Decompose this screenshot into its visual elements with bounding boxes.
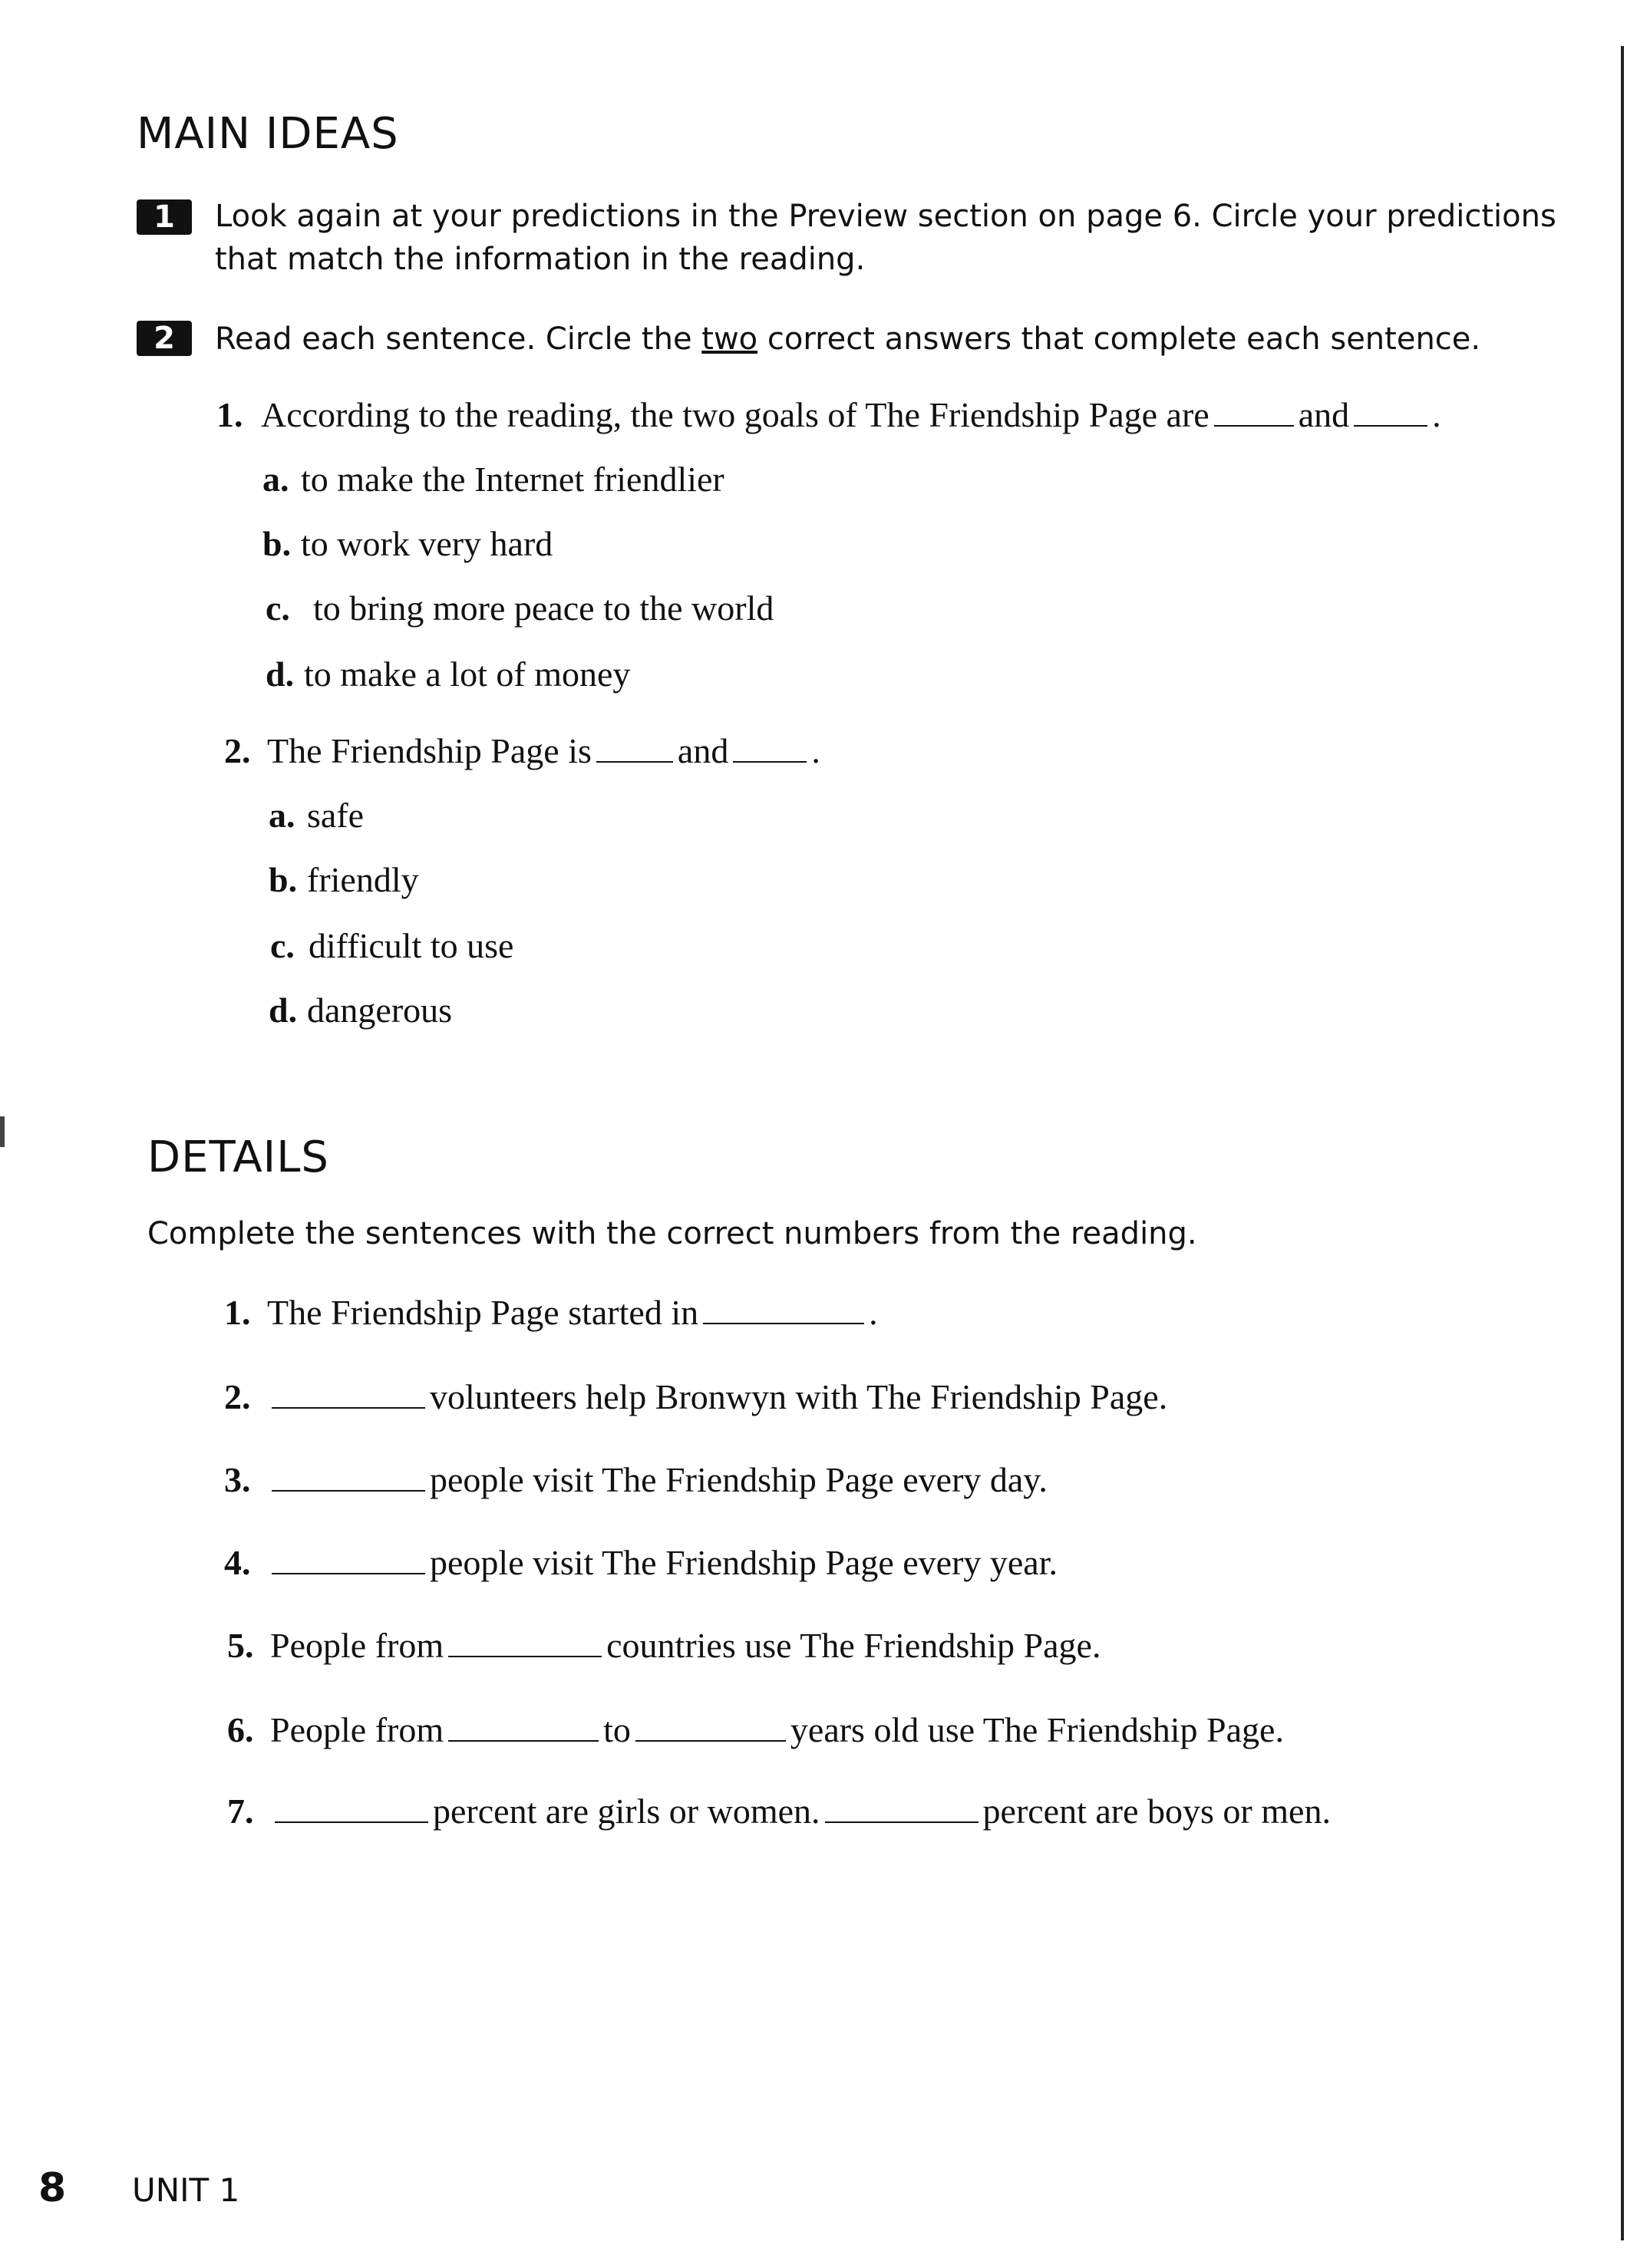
question-2: 2. The Friendship Page is and . bbox=[224, 731, 820, 770]
q1-option-a[interactable]: a. to make the Internet friendlier bbox=[262, 460, 724, 499]
answer-blank[interactable] bbox=[635, 1739, 786, 1742]
details-heading: DETAILS bbox=[147, 1132, 329, 1182]
page-number: 8 bbox=[38, 2165, 67, 2211]
detail-item-1: 1. The Friendship Page started in . bbox=[224, 1293, 878, 1332]
q1-option-c[interactable]: c. to bring more peace to the world bbox=[266, 588, 774, 628]
answer-blank[interactable] bbox=[825, 1821, 979, 1823]
answer-blank[interactable] bbox=[448, 1739, 599, 1742]
exercise-1-badge: 1 bbox=[137, 199, 192, 235]
detail-item-3: 3. people visit The Friendship Page every day. bbox=[224, 1460, 1048, 1499]
details-instruction: Complete the sentences with the correct numbers from the reading. bbox=[147, 1216, 1197, 1251]
scan-edge-mark bbox=[0, 1116, 5, 1147]
answer-blank[interactable] bbox=[1214, 424, 1294, 427]
detail-item-2: 2. volunteers help Bronwyn with The Friendship Page. bbox=[224, 1377, 1168, 1416]
q1-option-d[interactable]: d. to make a lot of money bbox=[266, 654, 631, 694]
main-ideas-heading: MAIN IDEAS bbox=[137, 109, 399, 159]
answer-blank[interactable] bbox=[733, 760, 807, 763]
q2-option-a[interactable]: a. safe bbox=[269, 796, 365, 835]
detail-item-7: 7. percent are girls or women. percent are boys or men. bbox=[227, 1792, 1331, 1831]
exercise-1-instruction bbox=[215, 195, 1556, 281]
answer-blank[interactable] bbox=[275, 1821, 428, 1823]
exercise-2-badge: 2 bbox=[137, 321, 192, 356]
answer-blank[interactable] bbox=[272, 1489, 425, 1492]
exercise-2-instruction: Read each sentence. Circle the two correct answers that complete each sentence. bbox=[215, 321, 1481, 357]
answer-blank[interactable] bbox=[1354, 424, 1427, 427]
answer-blank[interactable] bbox=[448, 1655, 602, 1657]
detail-item-5: 5. People from countries use The Friendship Page. bbox=[227, 1626, 1101, 1665]
answer-blank[interactable] bbox=[703, 1322, 864, 1324]
exercise-1-line-1: Look again at your predictions in the Preview section on page 6. Circle your predictions bbox=[215, 199, 1556, 234]
question-1: 1. According to the reading, the two goals of The Friendship Page are and . bbox=[216, 395, 1441, 434]
q2-option-b[interactable]: b. friendly bbox=[269, 860, 419, 899]
answer-blank[interactable] bbox=[272, 1406, 425, 1409]
answer-blank[interactable] bbox=[272, 1572, 425, 1574]
unit-label: UNIT 1 bbox=[132, 2171, 240, 2209]
q2-option-d[interactable]: d. dangerous bbox=[269, 991, 453, 1030]
answer-blank[interactable] bbox=[596, 760, 673, 763]
q2-option-c[interactable]: c. difficult to use bbox=[270, 926, 514, 965]
underlined-word: two bbox=[701, 321, 758, 357]
page-edge-rule bbox=[1621, 46, 1624, 2240]
detail-item-4: 4. people visit The Friendship Page every year. bbox=[224, 1543, 1058, 1582]
exercise-1-line-2: that match the information in the reading. bbox=[215, 242, 866, 277]
q1-option-b[interactable]: b. to work very hard bbox=[262, 524, 553, 563]
detail-item-6: 6. People from to years old use The Friendship Page. bbox=[227, 1710, 1284, 1749]
